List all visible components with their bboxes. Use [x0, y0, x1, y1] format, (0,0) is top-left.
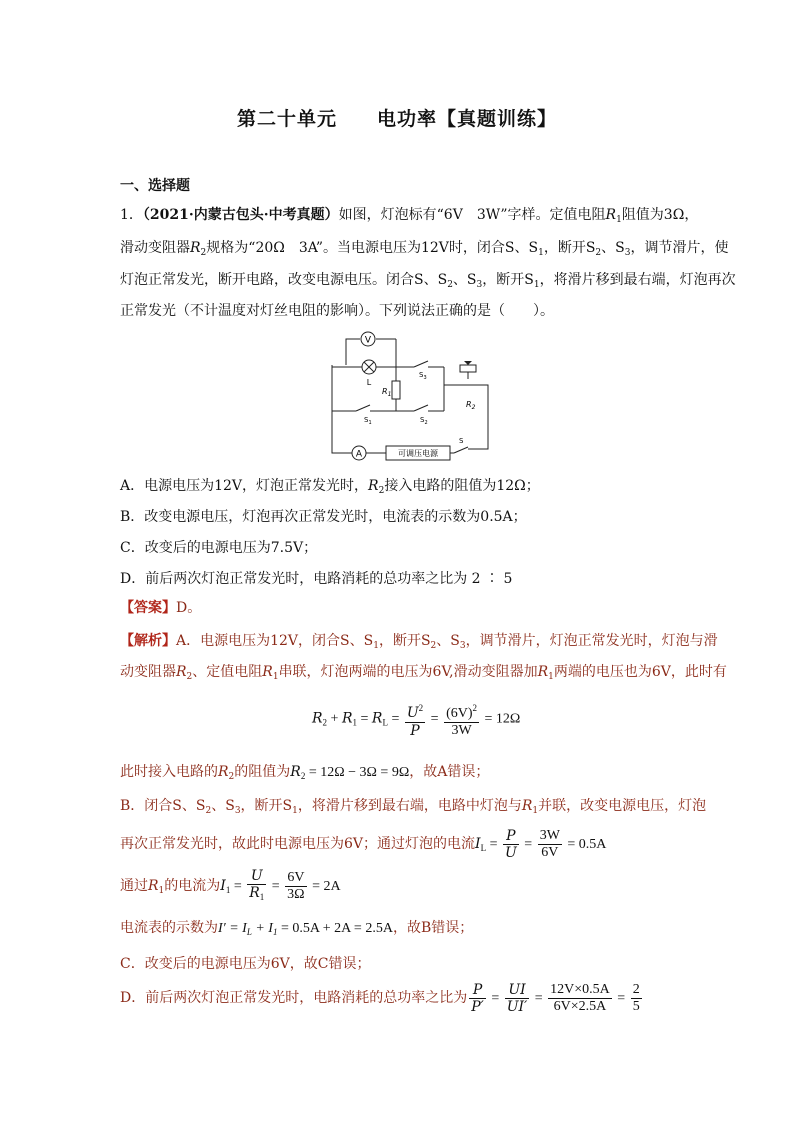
fraction	[548, 982, 612, 1015]
sub: 2	[322, 717, 328, 728]
page-title: 第二十单元 电功率【真题训练】	[236, 108, 557, 130]
analysis-text: ，故A错误；	[409, 764, 490, 780]
sub: 3	[234, 806, 241, 816]
den: U	[504, 845, 517, 862]
var: R	[312, 710, 323, 727]
lamp-label: L	[366, 378, 372, 387]
analysis-text: 的阻值为	[234, 764, 291, 780]
stem-text: 灯泡正常发光，断开电路，改变电源电压。闭合S、S	[120, 272, 448, 288]
num: U	[247, 868, 266, 885]
sub: 1	[292, 806, 298, 816]
op: +	[327, 711, 342, 727]
fraction	[444, 700, 479, 739]
sub: 2	[378, 486, 385, 496]
analysis-text: 此时接入电路的	[120, 764, 218, 780]
question-line-2	[120, 238, 729, 263]
sub: 2	[186, 672, 193, 682]
analysis-text: 并联，改变电源电压，灯泡	[538, 798, 707, 814]
analysis-text: B．闭合S、S	[120, 798, 206, 814]
sub: 3	[624, 248, 631, 258]
question-source: （2021·内蒙古包头·中考真题）	[142, 207, 339, 223]
wire-left	[332, 365, 352, 453]
var-r: R	[218, 764, 229, 780]
sub: 1	[272, 927, 278, 937]
analysis-text: ，调节滑片，灯泡正常发光时，灯泡与滑	[465, 633, 718, 649]
analysis-line-3	[120, 762, 720, 787]
wire-voltmeter	[346, 339, 360, 365]
switch-s-blade	[454, 447, 468, 453]
sub: 2	[228, 772, 235, 782]
den: 3W	[451, 723, 472, 738]
question-line-1	[120, 205, 720, 230]
sub: L	[382, 717, 388, 728]
den: 3Ω	[287, 887, 305, 903]
equation-3	[475, 828, 607, 862]
sub: 1	[616, 215, 622, 225]
fraction	[505, 982, 530, 1015]
stem-text: 阻值为3Ω，	[621, 207, 699, 223]
option-d: D．前后两次灯泡正常发光时，电路消耗的总功率之比为 2 ∶ 5	[120, 571, 513, 587]
op: =	[613, 991, 629, 1006]
var: P	[410, 723, 420, 739]
result: = 0.5A	[563, 837, 607, 852]
op: =	[520, 837, 536, 852]
switch-s2-blade	[414, 405, 428, 411]
sub: L	[246, 927, 252, 937]
sub: 2	[447, 280, 453, 290]
question-line-4: 正常发光（不计温度对灯丝电阻的影响）。下列说法正确的是（ ）。	[120, 303, 554, 319]
sub: 2	[300, 771, 306, 781]
option-a	[120, 476, 720, 501]
sup: 2	[472, 703, 478, 713]
var-r: R	[148, 878, 159, 894]
equation-1	[312, 700, 520, 739]
analysis-text: ，断开S	[378, 633, 431, 649]
circuit-diagram	[320, 325, 500, 465]
den: R	[249, 885, 260, 902]
analysis-line-8: C．改变后的电源电压为6V，故C错误；	[120, 956, 371, 972]
op: =	[531, 991, 547, 1006]
result: = 12Ω	[481, 711, 521, 727]
eq-part: = 0.5A + 2A = 2.5A	[277, 921, 393, 936]
sub: 1	[533, 280, 540, 290]
sub: 1	[538, 248, 544, 258]
stem-text: 、S	[452, 272, 477, 288]
var-r: R	[190, 240, 201, 256]
fraction	[247, 868, 266, 905]
den: 6V	[541, 845, 559, 861]
analysis-text: 、S	[211, 798, 235, 814]
analysis-line-5	[120, 826, 720, 862]
option-b: B．改变电源电压，灯泡再次正常发光时，电流表的示数为0.5A；	[120, 509, 527, 525]
sub: 3	[459, 641, 466, 651]
analysis-line-6	[120, 868, 720, 904]
s3-label: $S_3$	[419, 371, 427, 381]
op: =	[357, 711, 372, 727]
var: R	[341, 710, 353, 727]
num: (6V)	[446, 706, 473, 721]
stem-text: ，断开S	[482, 272, 534, 288]
analysis-text: 、S	[436, 633, 460, 649]
stem-text: ，断开S	[543, 240, 596, 256]
var-r: R	[290, 764, 301, 780]
den: UI′	[506, 999, 528, 1016]
voltmeter-label: V	[364, 335, 372, 346]
stem-text: 滑动变阻器	[120, 240, 190, 256]
answer-line	[120, 598, 720, 618]
stem-text: ，将滑片移到最右端，灯泡再次	[539, 272, 736, 288]
num: 6V	[285, 870, 306, 887]
option-text: 接入电路的阻值为12Ω；	[384, 478, 540, 494]
analysis-text: ，故B错误；	[392, 920, 474, 936]
analysis-text: ，将滑片移到最右端，电路中灯泡与	[297, 798, 522, 814]
analysis-line-2	[120, 662, 727, 687]
sub: L	[480, 843, 487, 853]
analysis-line-9	[120, 980, 720, 1016]
r1-label: $R_1$	[382, 387, 392, 398]
eq-part: + I	[251, 921, 273, 936]
option-text: A．电源电压为12V，灯泡正常发光时，	[120, 478, 369, 494]
sub: 1	[373, 641, 379, 651]
num: P	[469, 982, 486, 999]
r2-label: $R_2$	[466, 400, 476, 411]
sub: 2	[430, 641, 437, 651]
num: UI	[505, 982, 530, 999]
analysis-text: 串联，灯泡两端的电压为6V,滑动变阻器加	[278, 664, 538, 680]
sub: 1	[259, 892, 265, 903]
analysis-tag: 【解析】	[120, 633, 176, 649]
fraction	[285, 870, 306, 903]
num: 2	[632, 982, 640, 998]
sub: 1	[158, 886, 165, 896]
answer-value: D。	[176, 600, 202, 616]
analysis-line-1	[120, 631, 720, 656]
fraction	[503, 828, 519, 861]
stem-text: 、S	[601, 240, 625, 256]
var-r: R	[537, 664, 549, 680]
analysis-line-7	[120, 918, 720, 942]
analysis-text: 的电流为	[164, 878, 221, 894]
var: R	[371, 710, 383, 727]
sub: 1	[272, 672, 279, 682]
sub: 3	[476, 280, 483, 290]
sub: 2	[205, 806, 212, 816]
analysis-text: A．电源电压为12V，闭合S、S	[176, 633, 374, 649]
var-r: R	[605, 207, 617, 223]
ammeter-label: A	[355, 449, 363, 460]
sup: 2	[418, 703, 424, 713]
stem-text: ，调节滑片，使	[630, 240, 729, 256]
equation-2: = 12Ω − 3Ω = 9Ω	[305, 765, 410, 780]
op: =	[230, 879, 246, 894]
switch-s3-blade	[414, 361, 428, 367]
question-number: 1．	[120, 207, 143, 223]
op: =	[487, 991, 503, 1006]
var-r: R	[262, 664, 273, 680]
analysis-text: 动变阻器	[120, 664, 176, 680]
den: 5	[632, 999, 640, 1015]
s1-label: $S_1$	[364, 416, 372, 426]
den: P′	[471, 999, 484, 1016]
option-c: C．改变后的电源电压为7.5V；	[120, 540, 318, 556]
fraction	[469, 982, 486, 1015]
fraction	[631, 982, 642, 1015]
sub: 2	[200, 248, 207, 258]
fraction	[405, 700, 425, 739]
wire-right	[468, 385, 488, 449]
num: 12V×0.5A	[550, 982, 610, 998]
num: 3W	[539, 828, 560, 844]
op: =	[427, 711, 443, 727]
op: =	[387, 711, 403, 727]
section-heading: 一、选择题	[120, 178, 190, 194]
analysis-text: 两端的电压也为6V，此时有	[553, 664, 727, 680]
equation-5	[218, 921, 393, 936]
stem-text: 如图，灯泡标有“6V 3W”字样。定值电阻	[338, 207, 606, 223]
sub: 1	[532, 806, 539, 816]
analysis-text: 电流表的示数为	[120, 920, 218, 936]
sub: 1	[548, 672, 554, 682]
s2-label: $S_2$	[420, 416, 428, 426]
analysis-text: D．前后两次灯泡正常发光时，电路消耗的总功率之比为	[120, 990, 468, 1006]
sub: 1	[225, 885, 231, 895]
op: =	[268, 879, 284, 894]
var-r: R	[176, 664, 187, 680]
s-label: S	[459, 437, 464, 445]
power-source-label: 可调压电源	[398, 449, 438, 458]
switch-s1-blade	[356, 405, 370, 411]
var-r: R	[521, 798, 533, 814]
var-r: R	[368, 478, 379, 494]
den: 6V×2.5A	[553, 999, 607, 1015]
var: U	[406, 705, 419, 721]
analysis-text: ，断开S	[240, 798, 293, 814]
var: I	[475, 836, 481, 852]
rheostat-r2-icon	[460, 365, 476, 372]
op: =	[486, 837, 501, 852]
num: P	[503, 828, 519, 845]
analysis-line-4	[120, 796, 720, 821]
analysis-text: 通过	[120, 878, 148, 894]
eq-part: I′ = I	[218, 921, 247, 936]
sub: 2	[595, 248, 602, 258]
sub: 1	[352, 717, 357, 728]
resistor-r1-icon	[392, 381, 400, 399]
analysis-text: 、定值电阻	[192, 664, 263, 680]
stem-text: 规格为“20Ω 3A”。当电源电压为12V时，闭合S、S	[206, 240, 539, 256]
answer-tag: 【答案】	[120, 600, 176, 616]
question-line-3	[120, 270, 736, 295]
analysis-text: 再次正常发光时，故此时电源电压为6V；通过灯泡的电流	[120, 836, 476, 852]
fraction	[538, 828, 562, 861]
var: I	[220, 878, 226, 894]
result: = 2A	[308, 879, 341, 894]
